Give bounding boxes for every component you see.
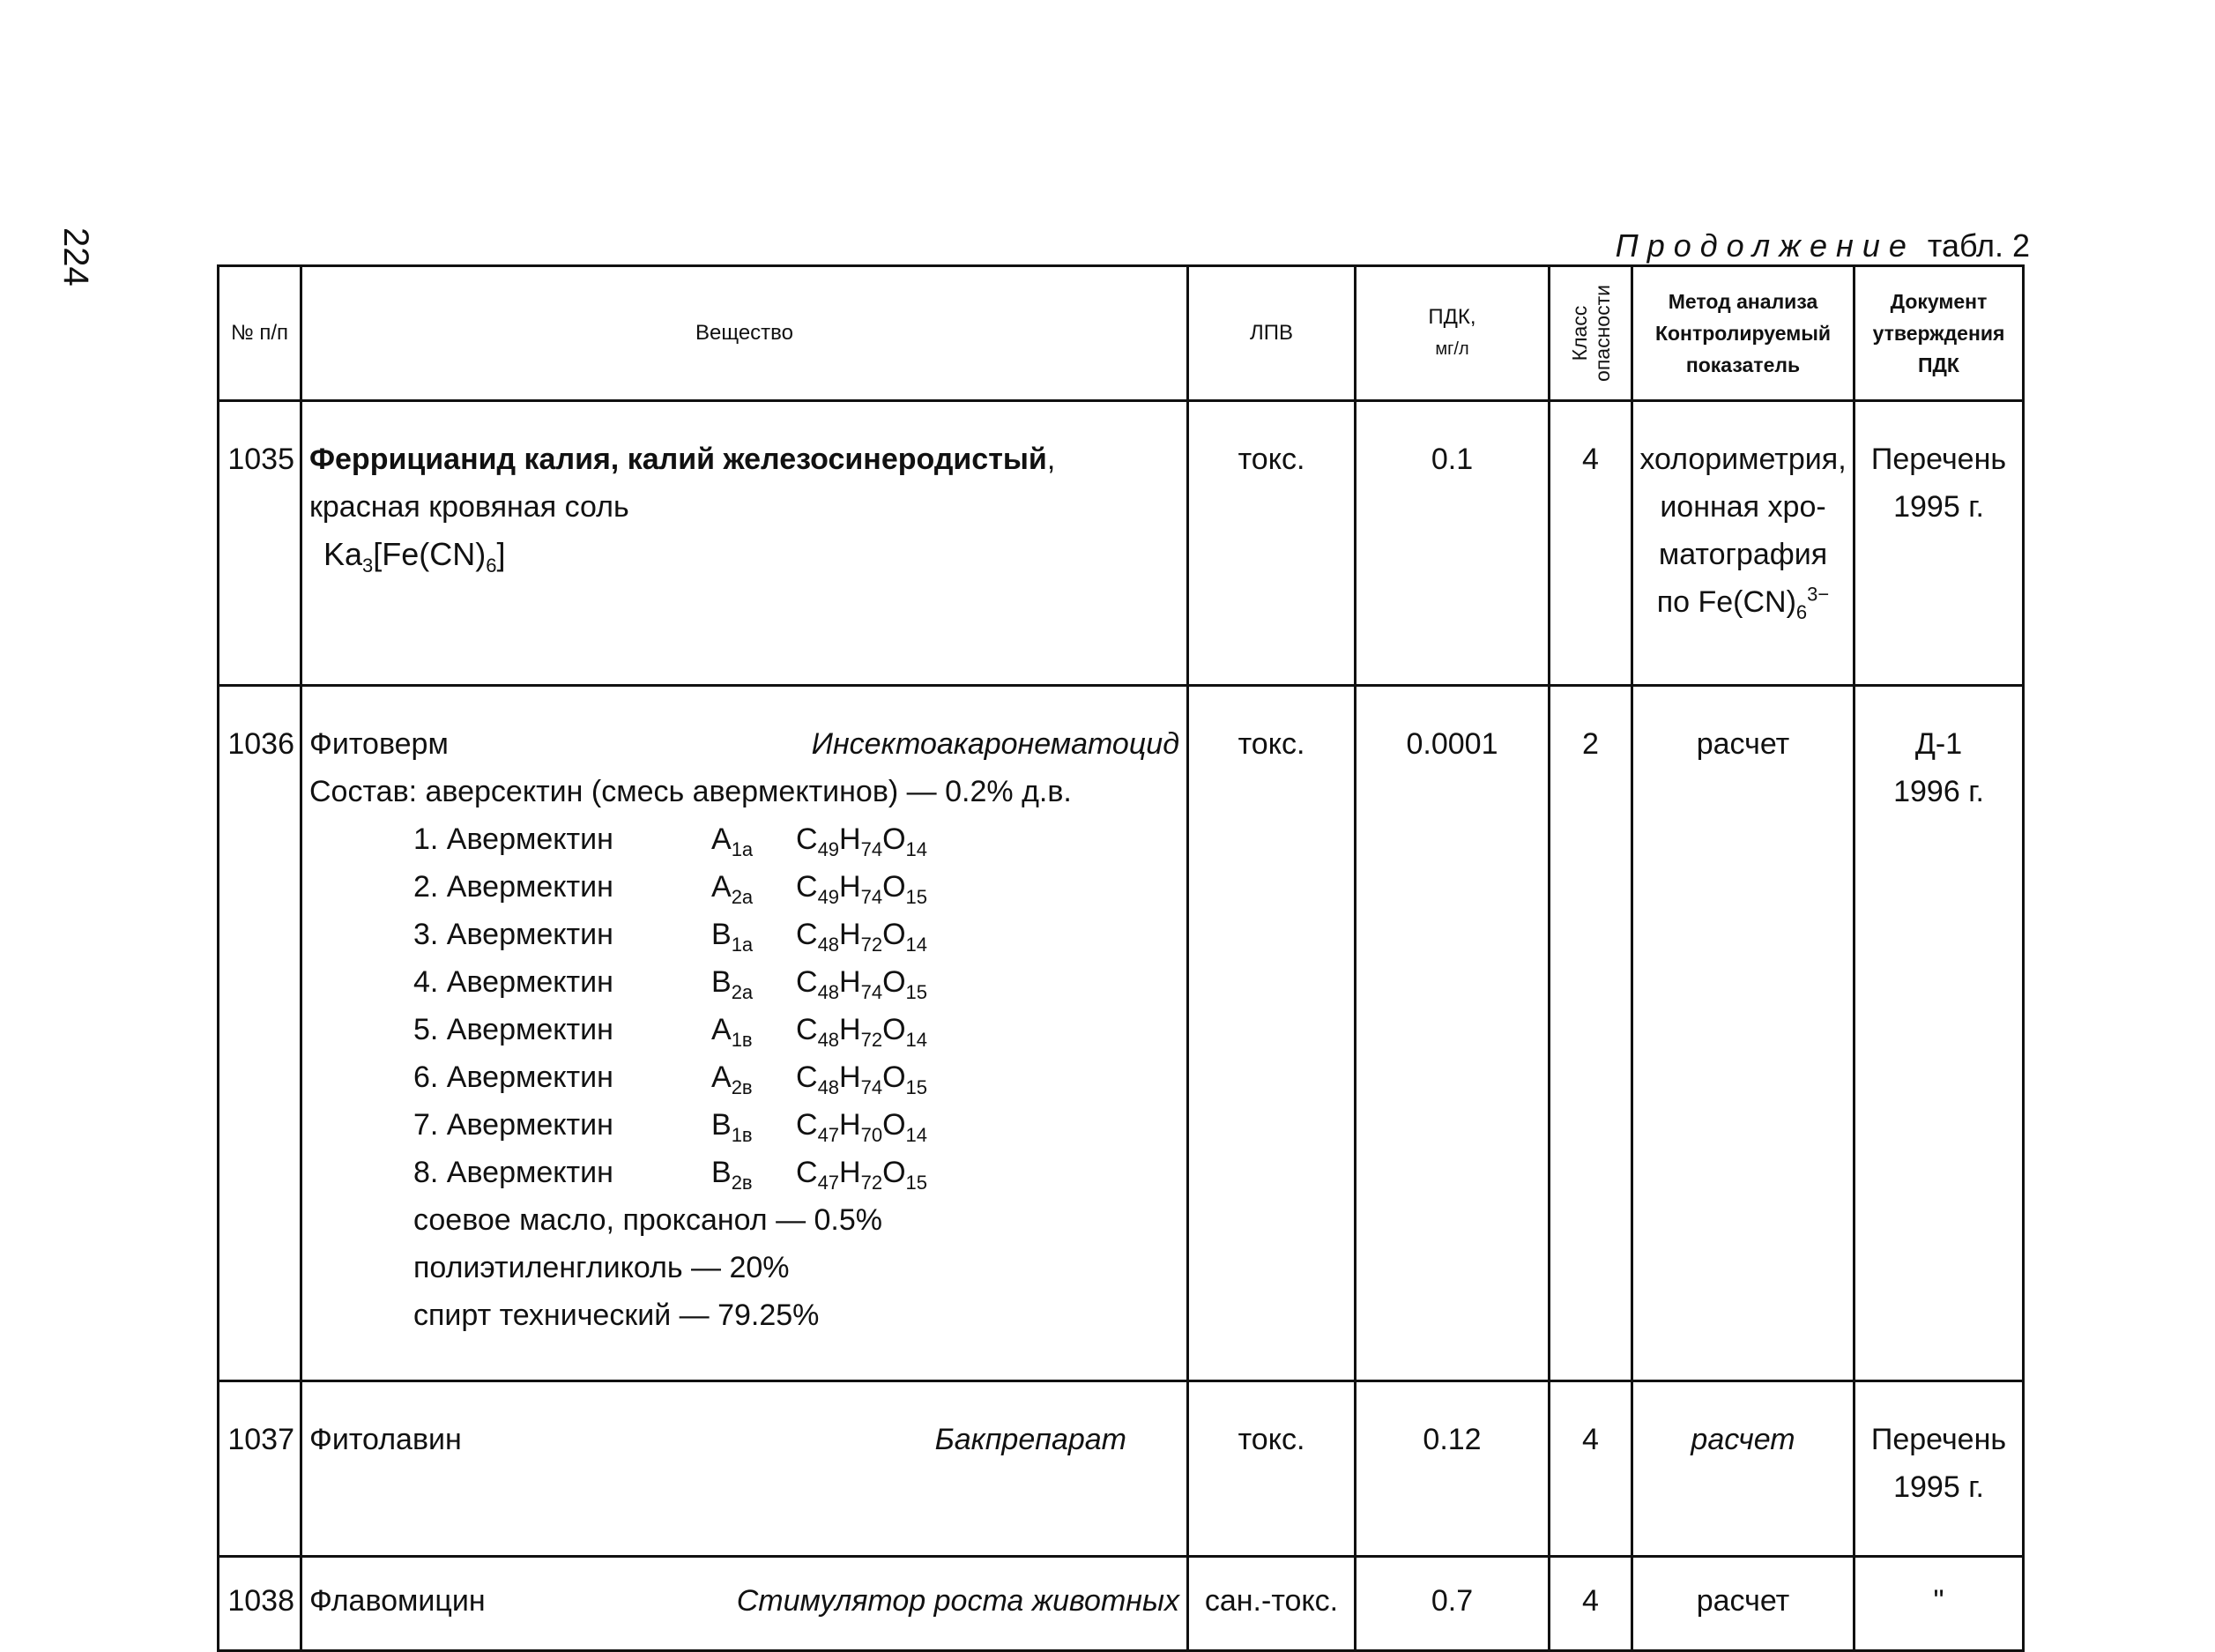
substance-synonym: красная кровяная соль — [309, 490, 629, 524]
hazard-class-value: 4 — [1550, 1557, 1632, 1651]
header-method-line3: показатель — [1685, 353, 1801, 376]
ingredient-item: 8. Авермектин $B_{2в}$ $C_{47}H_{72}O_{15}$ — [413, 1156, 928, 1194]
pdk-value: 0.12 — [1356, 1381, 1550, 1557]
table-row — [219, 1557, 2024, 1651]
lpv-value: сан.-токс. — [1188, 1557, 1356, 1651]
header-doc-line2: утверждения — [1872, 322, 2005, 345]
header-hazard-class — [1550, 266, 1632, 401]
header-substance: Вещество — [301, 266, 1188, 401]
header-pdk-line1: ПДК, — [1428, 305, 1476, 329]
substance-heading — [309, 1416, 1179, 1463]
header-method-line1: Метод анализа — [1668, 290, 1818, 313]
ingredient-item: 1. Авермектин $A_{1a}$ $C_{49}H_{74}O_{14}$ — [413, 822, 928, 860]
extra-component: полиэтиленгликоль — 20% — [413, 1251, 790, 1284]
substance-name: Фитоверм — [309, 727, 449, 761]
lpv-value: токс. — [1188, 401, 1356, 686]
hazard-class-value: 4 — [1550, 1381, 1632, 1557]
table-header-row — [219, 266, 2024, 401]
method-value: расчет — [1632, 1381, 1855, 1557]
extra-component: соевое масло, проксанол — 0.5% — [413, 1203, 883, 1237]
header-doc-line3: ПДК — [1918, 353, 1959, 376]
method-line: ионная хро- — [1660, 490, 1826, 524]
header-document — [1855, 266, 2024, 401]
header-lpv: ЛПВ — [1188, 266, 1356, 401]
ingredient-list — [309, 815, 1179, 1339]
ingredient-item: 2. Авермектин $A_{2a}$ $C_{49}H_{74}O_{15}$ — [413, 870, 928, 908]
chemical-formula: $Ka_3[Fe(CN)_6]$ — [323, 536, 506, 577]
document-line: 1995 г. — [1893, 490, 1984, 524]
document-line: Д-1 — [1914, 727, 1963, 761]
header-hazard-line2: опасности — [1590, 285, 1614, 382]
page-number: 224 — [56, 227, 95, 286]
document-cell — [1855, 686, 2024, 1381]
document-cell — [1855, 401, 2024, 686]
hazard-class-value: 2 — [1550, 686, 1632, 1381]
ingredient-item: 5. Авермектин $A_{1в}$ $C_{48}H_{72}O_{14}$ — [413, 1013, 928, 1051]
method-value: расчет — [1632, 686, 1855, 1381]
document-ditto-mark: " — [1855, 1557, 2024, 1651]
substance-heading — [309, 720, 1179, 768]
header-doc-line1: Документ — [1890, 290, 1988, 313]
lpv-value: токс. — [1188, 686, 1356, 1381]
composition-line: Состав: аверсектин (смесь авермектинов) — 0.2% д.в. — [309, 775, 1072, 808]
table-row — [219, 401, 2024, 686]
document-line: 1996 г. — [1893, 775, 1984, 808]
substance-category: Бакпрепарат — [934, 1423, 1126, 1456]
header-num: № п/п — [219, 266, 301, 401]
document-line: Перечень — [1870, 1423, 2007, 1456]
substance-category: Инсектоакаронематоцид — [811, 727, 1179, 761]
document-line: Перечень — [1870, 443, 2007, 476]
method-line: матография — [1658, 538, 1828, 571]
table-continuation-caption — [1616, 227, 2030, 264]
substance-cell — [301, 686, 1188, 1381]
header-hazard-line1: Класс — [1567, 305, 1591, 361]
ingredient-item: 3. Авермектин $B_{1a}$ $C_{48}H_{72}O_{14}$ — [413, 918, 928, 956]
table-row — [219, 686, 2024, 1381]
row-number: 1036 — [219, 686, 301, 1381]
substances-table — [217, 264, 2025, 1652]
hazard-class-value: 4 — [1550, 401, 1632, 686]
pdk-value: 0.0001 — [1356, 686, 1550, 1381]
table-row — [219, 1381, 2024, 1557]
pdk-value: 0.1 — [1356, 401, 1550, 686]
method-formula: по $Fe(CN)_6^{3-}$ — [1656, 583, 1830, 623]
substance-cell — [301, 401, 1188, 686]
substance-name: Фитолавин — [309, 1423, 462, 1456]
header-pdk-line2: мг/л — [1435, 339, 1469, 359]
header-pdk — [1356, 266, 1550, 401]
row-number: 1035 — [219, 401, 301, 686]
continuation-table-ref: табл. 2 — [1927, 227, 2030, 264]
row-number: 1038 — [219, 1557, 301, 1651]
row-number: 1037 — [219, 1381, 301, 1557]
document-line: 1995 г. — [1893, 1470, 1984, 1504]
lpv-value: токс. — [1188, 1381, 1356, 1557]
substance-name: Феррицианид калия, калий железосинеродистый, — [309, 443, 1056, 476]
ingredient-item: 6. Авермектин $A_{2в}$ $C_{48}H_{74}O_{15}$ — [413, 1060, 928, 1098]
header-method — [1632, 266, 1855, 401]
substance-cell — [301, 1557, 1188, 1651]
continuation-word: Продолжение — [1615, 227, 1915, 264]
extra-component: спирт технический — 79.25% — [413, 1299, 820, 1332]
ingredient-item: 7. Авермектин $B_{1в}$ $C_{47}H_{70}O_{14}$ — [413, 1108, 928, 1146]
substance-category: Стимулятор роста животных — [736, 1584, 1179, 1618]
substance-name: Флавомицин — [309, 1584, 486, 1618]
pdk-value: 0.7 — [1356, 1557, 1550, 1651]
method-cell — [1632, 401, 1855, 686]
ingredient-item: 4. Авермектин $B_{2a}$ $C_{48}H_{74}O_{15}$ — [413, 965, 928, 1003]
method-value: расчет — [1632, 1557, 1855, 1651]
substance-cell — [301, 1381, 1188, 1557]
substance-heading — [309, 1577, 1179, 1625]
document-cell — [1855, 1381, 2024, 1557]
method-line: холориметрия, — [1639, 443, 1847, 476]
header-method-line2: Контролируемый — [1654, 322, 1832, 345]
